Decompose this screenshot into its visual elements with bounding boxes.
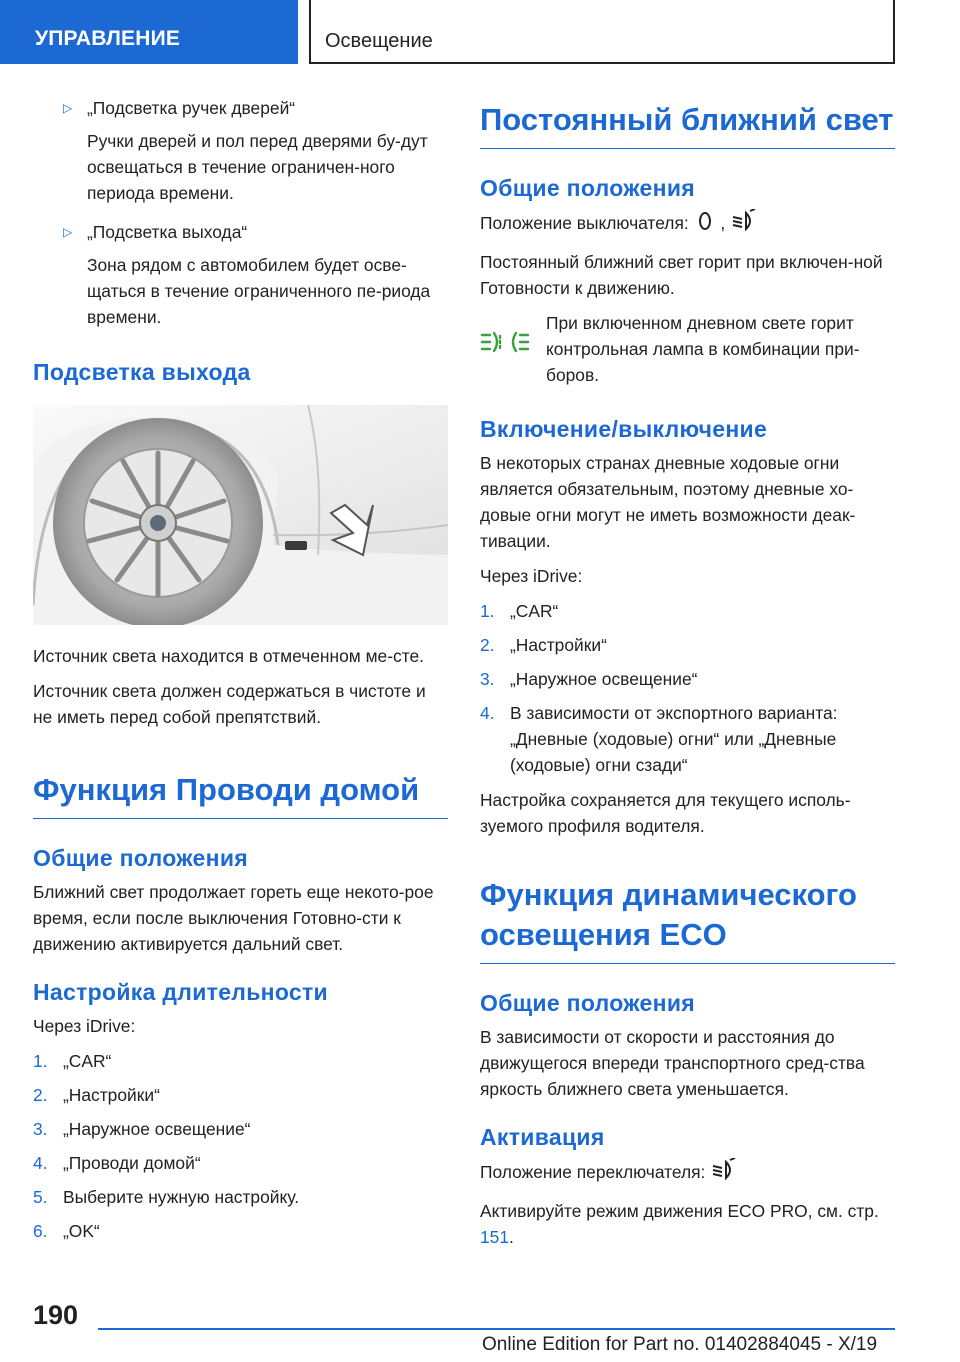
triangle-bullet-icon: ▷ (63, 225, 73, 239)
duration-heading: Настройка длительности (33, 979, 328, 1005)
switch-position-line: Положение выключателя: , (480, 209, 895, 240)
exit-light-text-2: Источник света должен содержаться в чистоте и не иметь перед собой препятствий. (33, 681, 426, 727)
bullet-title: „Подсветка ручек дверей“ (87, 98, 296, 118)
via-idrive-label: Через iDrive: (480, 566, 583, 586)
eco-general-heading: Общие положения (480, 990, 695, 1016)
chapter-tab: УПРАВЛЕНИЕ (0, 0, 298, 64)
drl-steps-list (480, 598, 895, 778)
left-column (33, 95, 448, 1253)
general-heading: Общие положения (33, 845, 248, 871)
list-item: 2. „Настройки“ (33, 1085, 160, 1105)
exit-light-text-1: Источник света находится в отмеченном ме-сте. (33, 646, 424, 666)
car-wheel-photo (33, 405, 448, 625)
home-steps-list (33, 1048, 448, 1244)
list-item: 1. „CAR“ (480, 601, 559, 621)
light-off-icon (694, 209, 716, 240)
page-number: 190 (33, 1300, 79, 1330)
daytime-lights-indicator-icon (480, 310, 546, 388)
activation-heading: Активация (480, 1124, 605, 1150)
low-beam-icon (730, 209, 758, 240)
footer-divider (98, 1328, 895, 1330)
home-function-title: Функция Проводи домой (33, 770, 448, 819)
page-reference-link[interactable]: 151 (480, 1227, 510, 1247)
edition-info: Online Edition for Part no. 01402884045 - X/19 (482, 1334, 878, 1355)
list-item: 3. „Наружное освещение“ (33, 1119, 251, 1139)
triangle-bullet-icon: ▷ (63, 101, 73, 115)
list-item: 3. „Наружное освещение“ (480, 669, 698, 689)
bullet-item (33, 95, 448, 213)
dipped-light-title: Постоянный ближний свет (480, 100, 895, 149)
indicator-lamp-note (480, 310, 895, 388)
exit-light-heading: Подсветка выхода (33, 359, 251, 385)
on-off-heading: Включение/выключение (480, 416, 768, 442)
bullet-text: Ручки дверей и пол перед дверями бу-дут освещаться в течение ограничен-ного периода времени. (87, 131, 428, 203)
lamp-text: При включенном дневном свете горит контрольная лампа в комбинации при-боров. (546, 313, 860, 385)
bullet-item (33, 219, 448, 337)
saved-text: Настройка сохраняется для текущего исполь-зуемого профиля водителя. (480, 790, 851, 836)
list-item: 4. В зависимости от экспортного варианта: „Дневные (ходовые) огни“ или „Дневные (ходовые) огни сзади“ (480, 703, 838, 775)
eco-general-text: В зависимости от скорости и расстояния до движущегося впереди транспортного сред-ства яркость ближнего света уменьшается. (480, 1027, 865, 1099)
dipped-text: Постоянный ближний свет горит при включен-ной Готовности к движению. (480, 252, 883, 298)
section-title: Освещение (325, 30, 433, 52)
general-heading: Общие положения (480, 175, 695, 201)
list-item: 2. „Настройки“ (480, 635, 607, 655)
eco-function-title: Функция динамического освещения ECO (480, 875, 895, 964)
list-item: 4. „Проводи домой“ (33, 1153, 201, 1173)
low-beam-icon (710, 1158, 738, 1189)
bullet-title: „Подсветка выхода“ (87, 222, 248, 242)
on-off-text: В некоторых странах дневные ходовые огни является обязательным, поэтому дневные хо-довые огни могут не иметь возможности деак-тивации. (480, 453, 856, 551)
list-item: 1. „CAR“ (33, 1051, 112, 1071)
bullet-text: Зона рядом с автомобилем будет осве-щаться в течение ограниченного пе-риода времени. (87, 255, 431, 327)
list-item: 6. „OK“ (33, 1221, 100, 1241)
general-text: Ближний свет продолжает гореть еще некото-рое время, если после выключения Готовно-сти к движению активируется дальний свет. (33, 882, 434, 954)
activation-text: Активируйте режим движения ECO PRO, см. стр. 151. (480, 1201, 879, 1247)
list-item: 5. Выберите нужную настройку. (33, 1187, 300, 1207)
switch-position-line-2: Положение переключателя: (480, 1158, 895, 1189)
via-idrive-label: Через iDrive: (33, 1016, 136, 1036)
right-column (480, 95, 895, 1259)
